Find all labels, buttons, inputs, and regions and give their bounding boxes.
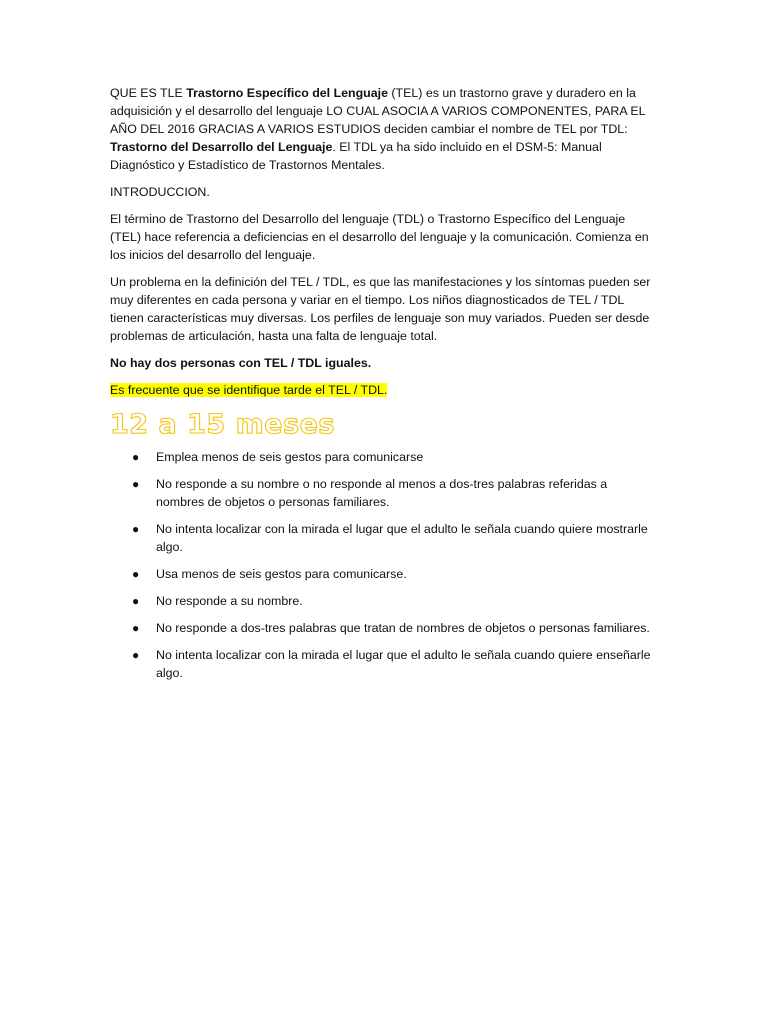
list-item-text: No intenta localizar con la mirada el lugar que el adulto le señala cuando quiere enseñarle algo. [156,648,651,680]
bullet-icon: ● [132,648,140,662]
definition-term-tdl: Trastorno del Desarrollo del Lenguaje [110,140,333,154]
bullet-icon: ● [132,477,140,491]
list-item-text: No responde a su nombre. [156,594,303,608]
list-item [110,592,658,610]
list-item [110,619,658,637]
list-item-text: No intenta localizar con la mirada el lugar que el adulto le señala cuando quiere mostrarle algo. [156,522,648,554]
list-item [110,565,658,583]
bold-statement: No hay dos personas con TEL / TDL iguales. [110,356,372,370]
bullet-icon: ● [132,621,140,635]
bullet-icon: ● [132,450,140,464]
list-item [110,448,658,466]
list-item [110,475,658,511]
list-item-text: Usa menos de seis gestos para comunicarse. [156,567,407,581]
intro-paragraph: El término de Trastorno del Desarrollo del lenguaje (TDL) o Trastorno Específico del Lenguaje (TEL) hace referencia a deficiencias en el desarrollo del lenguaje y la comunicación. Comienza en los inicios del desarrollo del lenguaje. [110,212,649,262]
highlight-paragraph [110,381,658,399]
bullet-icon: ● [132,594,140,608]
age-range-heading: 12 a 15 meses [110,409,335,440]
definition-paragraph [110,84,658,174]
definition-text-2: (TEL) es un trastorno grave y duradero en la adquisición y el desarrollo del lenguaje LO CUAL ASOCIA A VARIOS COMPONENTES, PARA EL AÑO DEL 2016 GRACIAS A VARIOS ESTUDIOS deciden cambiar el nombre de TEL por TDL: [110,86,646,136]
list-item [110,646,658,682]
list-item-text: Emplea menos de seis gestos para comunicarse [156,450,424,464]
intro-heading: INTRODUCCION. [110,185,210,199]
list-item-text: No responde a su nombre o no responde al menos a dos-tres palabras referidas a nombres de objetos o personas familiares. [156,477,608,509]
problem-paragraph: Un problema en la definición del TEL / TDL, es que las manifestaciones y los síntomas pueden ser muy diferentes en cada persona y variar en el tiempo. Los niños diagnosticados de TEL / TDL tienen características muy diversas. Los perfiles de lenguaje son muy variados. Pueden ser desde problemas de articulación, hasta una falta de lenguaje total. [110,275,651,343]
list-item-text: No responde a dos-tres palabras que tratan de nombres de objetos o personas familiares. [156,621,650,635]
document-page [110,84,658,691]
definition-text-1: QUE ES TLE [110,86,187,100]
list-item [110,520,658,556]
bullet-icon: ● [132,522,140,536]
highlighted-statement: Es frecuente que se identifique tarde el TEL / TDL. [110,383,388,397]
bullet-icon: ● [132,567,140,581]
definition-term-tel: Trastorno Específico del Lenguaje [186,86,388,100]
definition-text-3: . El TDL ya ha sido incluido en el DSM-5: Manual Diagnóstico y Estadístico de Trastornos Mentales. [110,140,602,172]
symptom-list [110,448,658,682]
